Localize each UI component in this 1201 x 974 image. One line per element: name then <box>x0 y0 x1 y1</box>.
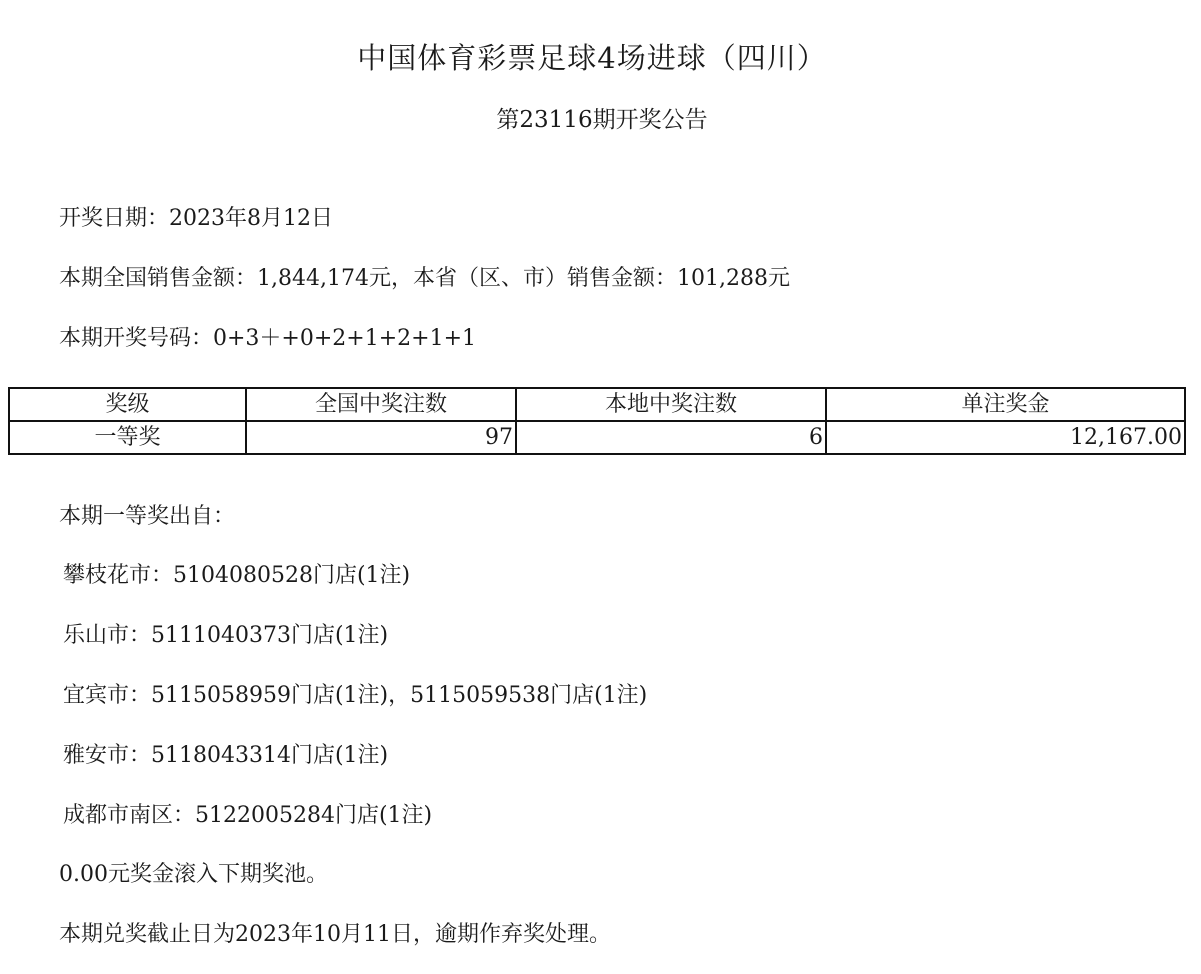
header-prize-amount: 单注奖金 <box>826 388 1185 421</box>
announcement-subtitle: 第23116期开奖公告 <box>496 107 708 133</box>
cell-local-winners: 6 <box>516 421 826 454</box>
winners-heading: 本期一等奖出自： <box>59 504 236 529</box>
cell-national-winners: 97 <box>246 421 516 454</box>
header-local-winners: 本地中奖注数 <box>516 388 826 421</box>
cell-prize-amount: 12,167.00 <box>826 421 1185 454</box>
announcement-title: 中国体育彩票足球4场进球（四川） <box>357 41 827 75</box>
winner-line: 攀枝花市：5104080528门店(1注) <box>63 563 411 588</box>
winner-line: 乐山市：5111040373门店(1注) <box>63 623 389 648</box>
prize-table <box>8 387 1186 455</box>
winner-line: 成都市南区：5122005284门店(1注) <box>63 803 433 828</box>
cell-prize-level: 一等奖 <box>9 421 246 454</box>
winner-line: 宜宾市：5115058959门店(1注)，5115059538门店(1注) <box>63 683 648 708</box>
rollover-note: 0.00元奖金滚入下期奖池。 <box>59 862 328 887</box>
table-row <box>9 421 1185 454</box>
header-national-winners: 全国中奖注数 <box>246 388 516 421</box>
winner-line: 雅安市：5118043314门店(1注) <box>63 743 389 768</box>
claim-deadline: 本期兑奖截止日为2023年10月11日，逾期作弃奖处理。 <box>59 922 611 947</box>
prize-table-header-row <box>9 388 1185 421</box>
header-prize-level: 奖级 <box>9 388 246 421</box>
winning-numbers: 本期开奖号码：0+3＋+0+2+1+2+1+1 <box>59 326 477 351</box>
sales-amount: 本期全国销售金额：1,844,174元，本省（区、市）销售金额：101,288元 <box>59 266 790 291</box>
draw-date: 开奖日期：2023年8月12日 <box>59 206 333 231</box>
